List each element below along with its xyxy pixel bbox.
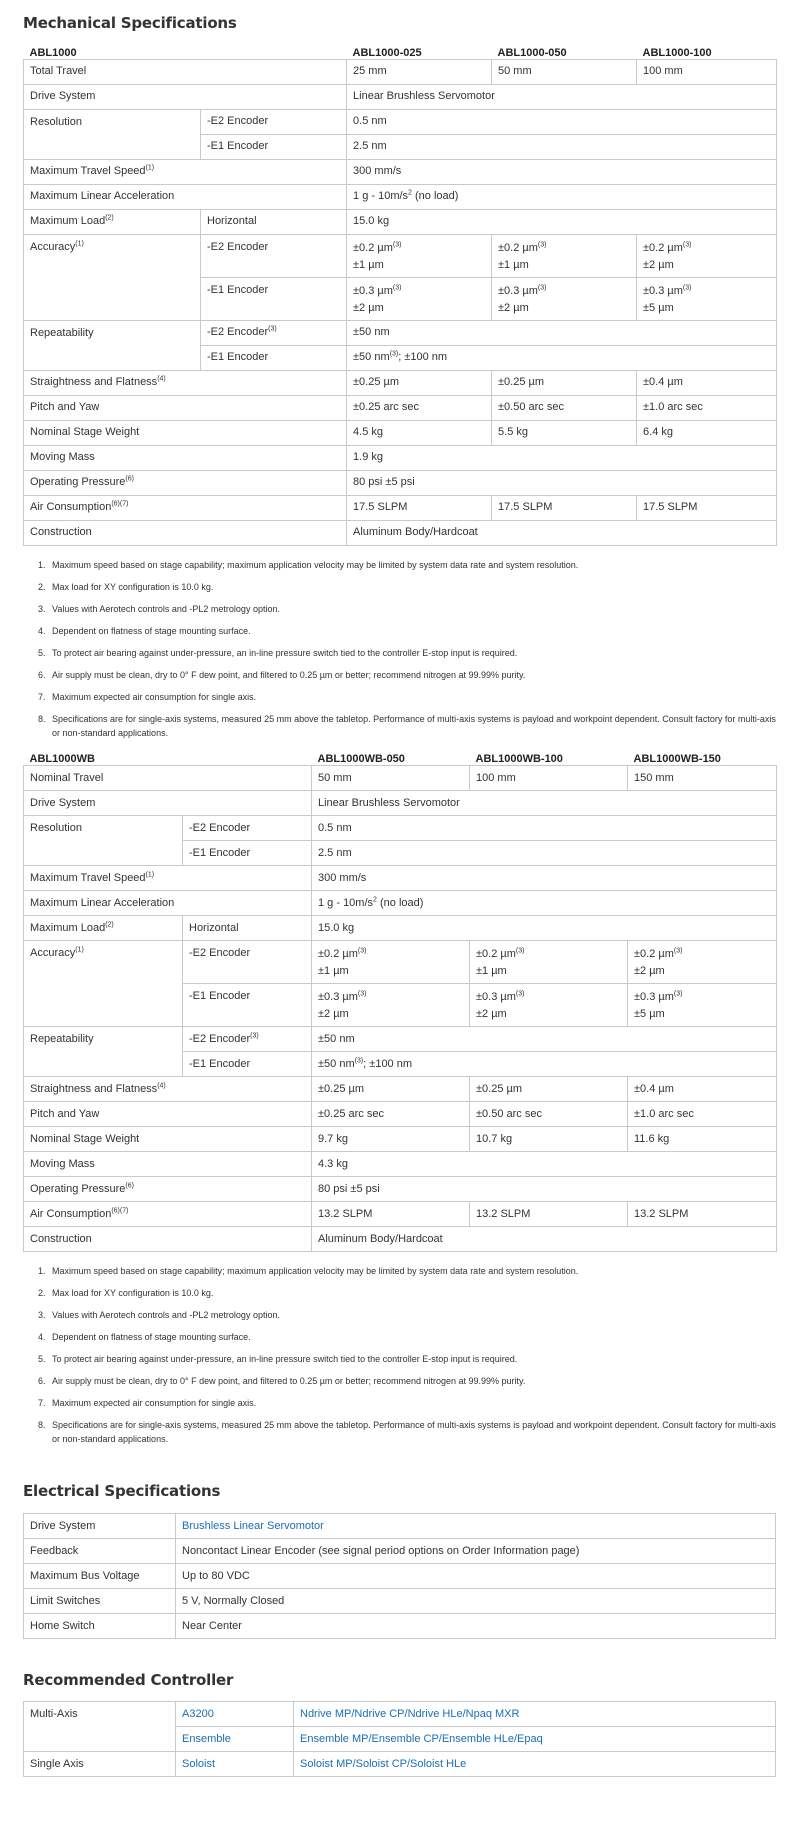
cell-value <box>176 1752 294 1777</box>
column-header-050: ABL1000WB-050 <box>317 753 405 765</box>
footnote-4: 4. Dependent on flatness of stage mounting surface. <box>48 1330 776 1344</box>
brushless-linear-servomotor-link[interactable]: Brushless Linear Servomotor <box>182 1519 324 1532</box>
row-label-max-travel-speed: Maximum Travel Speed$^{(1)}$ <box>24 159 347 184</box>
table-row <box>24 59 777 84</box>
footnote-8: 8. Specifications are for single-axis systems, measured 25 mm above the tabletop. Performance of multi-axis systems is payload and workpoint dependent. Consult factory for multi-axis or non-standard applications. <box>48 1418 776 1446</box>
cell-value: 25 mm <box>347 59 492 84</box>
row-label-max-bus-voltage: Maximum Bus Voltage <box>24 1564 176 1589</box>
cell-value <box>176 1514 776 1539</box>
row-label-max-travel-speed: Maximum Travel Speed$^{(1)}$ <box>24 866 312 891</box>
cell-value: 1 g - $10m/s^2$ (no load) <box>312 891 777 916</box>
cell-value: 2.5 nm <box>347 134 777 159</box>
sub-label-e2: -E2 Encoder$^{(3)}$ <box>183 1027 312 1052</box>
cell-value: 9.7 kg <box>312 1127 470 1152</box>
section-title-electrical: Electrical Specifications <box>23 1482 221 1500</box>
cell-value <box>294 1702 776 1727</box>
row-label-stage-weight: Nominal Stage Weight <box>24 1127 312 1152</box>
cell-value: 1.9 kg <box>347 445 777 470</box>
column-header-100: ABL1000-100 <box>642 46 712 59</box>
cell-value: Linear Brushless Servomotor <box>312 791 777 816</box>
soloist-drives-link[interactable]: Soloist MP/Soloist CP/Soloist HLe <box>300 1757 467 1770</box>
table-row <box>24 420 777 445</box>
cell-value: 300 mm/s <box>312 866 777 891</box>
mechanical-specifications-section <box>23 0 776 740</box>
cell-value: ±0.50 arc sec <box>492 395 637 420</box>
cell-value: 10.7 kg <box>470 1127 628 1152</box>
table-row <box>24 84 777 109</box>
cell-value: ±0.2 µm$^{(3)}$ ±2 µm <box>628 941 777 984</box>
cell-value: 13.2 SLPM <box>470 1202 628 1227</box>
electrical-specifications-section <box>23 1482 776 1639</box>
table-row <box>24 395 777 420</box>
cell-value: 15.0 kg <box>312 916 777 941</box>
sub-label-horizontal: Horizontal <box>201 209 347 234</box>
sub-label-horizontal: Horizontal <box>183 916 312 941</box>
table-row <box>24 1227 777 1252</box>
table-row <box>24 1152 777 1177</box>
cell-value: Aluminum Body/Hardcoat <box>312 1227 777 1252</box>
cell-value: ±0.3 µm$^{(3)}$ ±5 µm <box>628 984 777 1027</box>
row-label-pitch-yaw: Pitch and Yaw <box>24 395 347 420</box>
cell-value: 100 mm <box>637 59 777 84</box>
section-title-controller: Recommended Controller <box>23 1671 234 1689</box>
column-header-050: ABL1000-050 <box>497 46 567 59</box>
row-label-resolution: Resolution <box>24 816 183 866</box>
cell-value <box>294 1727 776 1752</box>
cell-value: 50 mm <box>312 766 470 791</box>
row-label-drive-system: Drive System <box>24 84 347 109</box>
footnote-3: 3. Values with Aerotech controls and -PL2 metrology option. <box>48 1308 776 1322</box>
cell-value: 15.0 kg <box>347 209 777 234</box>
cell-value <box>294 1752 776 1777</box>
table-row <box>24 495 777 520</box>
table-row <box>24 1102 777 1127</box>
row-label-stage-weight: Nominal Stage Weight <box>24 420 347 445</box>
cell-value: 6.4 kg <box>637 420 777 445</box>
row-label-limit-switches: Limit Switches <box>24 1589 176 1614</box>
row-label-repeatability: Repeatability <box>24 1027 183 1077</box>
cell-value <box>176 1702 294 1727</box>
row-label-straightness: Straightness and Flatness$^{(4)}$ <box>24 1077 312 1102</box>
table-row <box>24 109 777 134</box>
row-label-operating-pressure: Operating Pressure$^{(6)}$ <box>24 470 347 495</box>
table-row <box>24 1514 776 1539</box>
cell-value: 0.5 nm <box>312 816 777 841</box>
cell-value: ±0.3 µm$^{(3)}$ ±2 µm <box>492 277 637 320</box>
row-label-air-consumption: Air Consumption$^{(6)(7)}$ <box>24 1202 312 1227</box>
row-label-feedback: Feedback <box>24 1539 176 1564</box>
table-row <box>24 941 777 984</box>
cell-value: 5 V, Normally Closed <box>176 1589 776 1614</box>
cell-value: ±0.25 arc sec <box>347 395 492 420</box>
table-row <box>24 1539 776 1564</box>
cell-value: 1 g - $10m/s^2$ (no load) <box>347 184 777 209</box>
cell-value: ±0.2 µm$^{(3)}$ ±1 µm <box>470 941 628 984</box>
table-row <box>24 1702 776 1727</box>
row-label-resolution: Resolution <box>24 109 201 159</box>
cell-value: ±0.25 µm <box>492 370 637 395</box>
row-label-moving-mass: Moving Mass <box>24 445 347 470</box>
footnote-5: 5. To protect air bearing against under-pressure, an in-line pressure switch tied to the controller E-stop input is required. <box>48 646 776 660</box>
cell-value: Linear Brushless Servomotor <box>347 84 777 109</box>
row-label-max-linear-acceleration: Maximum Linear Acceleration <box>24 184 347 209</box>
cell-value: 13.2 SLPM <box>312 1202 470 1227</box>
cell-value: ±0.3 µm$^{(3)}$ ±5 µm <box>637 277 777 320</box>
cell-value: 2.5 nm <box>312 841 777 866</box>
electrical-spec-table <box>23 1513 776 1639</box>
sub-label-e2: -E2 Encoder <box>201 109 347 134</box>
row-label-home-switch: Home Switch <box>24 1614 176 1639</box>
row-label-air-consumption: Air Consumption$^{(6)(7)}$ <box>24 495 347 520</box>
sub-label-e1: -E1 Encoder <box>201 134 347 159</box>
cell-value: 4.3 kg <box>312 1152 777 1177</box>
row-label-moving-mass: Moving Mass <box>24 1152 312 1177</box>
table-row <box>24 1202 777 1227</box>
model-header: ABL1000WB <box>29 753 95 765</box>
row-label-max-load: Maximum Load$^{(2)}$ <box>24 916 183 941</box>
column-header-100: ABL1000WB-100 <box>475 753 563 765</box>
footnote-3: 3. Values with Aerotech controls and -PL2 metrology option. <box>48 602 776 616</box>
footnote-1: 1. Maximum speed based on stage capability; maximum application velocity may be limited by system data rate and system resolution. <box>48 558 776 572</box>
footnotes-list <box>23 558 776 740</box>
table-header-row <box>24 748 777 766</box>
table-row <box>24 1027 777 1052</box>
cell-value: 5.5 kg <box>492 420 637 445</box>
footnote-8: 8. Specifications are for single-axis systems, measured 25 mm above the tabletop. Performance of multi-axis systems is payload and workpoint dependent. Consult factory for multi-axis or non-standard applications. <box>48 712 776 740</box>
table-row <box>24 234 777 277</box>
ndrive-link[interactable]: Ndrive MP/Ndrive CP/Ndrive HLe/Npaq MXR <box>300 1707 520 1720</box>
footnote-7: 7. Maximum expected air consumption for single axis. <box>48 1396 776 1410</box>
ensemble-drives-link[interactable]: Ensemble MP/Ensemble CP/Ensemble HLe/Epaq <box>300 1732 543 1745</box>
abl1000wb-section <box>23 748 776 1447</box>
cell-value: ±50 nm <box>347 320 777 345</box>
row-label-pitch-yaw: Pitch and Yaw <box>24 1102 312 1127</box>
table-row <box>24 370 777 395</box>
table-row <box>24 1589 776 1614</box>
model-header: ABL1000 <box>29 46 77 59</box>
table-row <box>24 1127 777 1152</box>
section-title-mechanical: Mechanical Specifications <box>23 14 237 32</box>
cell-value: 0.5 nm <box>347 109 777 134</box>
table-row <box>24 320 777 345</box>
row-label-straightness: Straightness and Flatness$^{(4)}$ <box>24 370 347 395</box>
row-label-nominal-travel: Nominal Travel <box>24 766 312 791</box>
cell-value: ±0.2 µm$^{(3)}$ ±1 µm <box>347 234 492 277</box>
cell-value <box>176 1727 294 1752</box>
cell-value: Near Center <box>176 1614 776 1639</box>
table-row <box>24 1564 776 1589</box>
row-label-drive-system: Drive System <box>24 791 312 816</box>
cell-value: ±1.0 arc sec <box>637 395 777 420</box>
table-row <box>24 470 777 495</box>
table-row <box>24 445 777 470</box>
row-label-accuracy: Accuracy$^{(1)}$ <box>24 941 183 1027</box>
cell-value: ±0.50 arc sec <box>470 1102 628 1127</box>
row-label-operating-pressure: Operating Pressure$^{(6)}$ <box>24 1177 312 1202</box>
cell-value: Up to 80 VDC <box>176 1564 776 1589</box>
footnote-2: 2. Max load for XY configuration is 10.0 kg. <box>48 1286 776 1300</box>
cell-value: ±0.25 µm <box>347 370 492 395</box>
row-label-max-linear-acceleration: Maximum Linear Acceleration <box>24 891 312 916</box>
footnote-6: 6. Air supply must be clean, dry to 0° F dew point, and filtered to 0.25 µm or better; recommend nitrogen at 99.99% purity. <box>48 1374 776 1388</box>
table-row <box>24 184 777 209</box>
row-label-drive-system: Drive System <box>24 1514 176 1539</box>
cell-value: ±0.4 µm <box>637 370 777 395</box>
cell-value: Aluminum Body/Hardcoat <box>347 520 777 545</box>
cell-value: ±50 $nm^{(3)}$; ±100 nm <box>312 1052 777 1077</box>
table-row <box>24 520 777 545</box>
row-label-total-travel: Total Travel <box>24 59 347 84</box>
cell-value: ±50 $nm^{(3)}$; ±100 nm <box>347 345 777 370</box>
sub-label-e1: -E1 Encoder <box>183 984 312 1027</box>
sub-label-e2: -E2 Encoder$^{(3)}$ <box>201 320 347 345</box>
cell-value: Noncontact Linear Encoder (see signal period options on Order Information page) <box>176 1539 776 1564</box>
table-row <box>24 1077 777 1102</box>
table-row <box>24 866 777 891</box>
cell-value: ±0.2 µm$^{(3)}$ ±1 µm <box>492 234 637 277</box>
footnote-1: 1. Maximum speed based on stage capability; maximum application velocity may be limited by system data rate and system resolution. <box>48 1264 776 1278</box>
soloist-link[interactable]: Soloist <box>182 1757 216 1770</box>
cell-value: ±0.2 µm$^{(3)}$ ±2 µm <box>637 234 777 277</box>
table-row <box>24 891 777 916</box>
abl1000-spec-table <box>23 41 777 546</box>
controller-table <box>23 1701 776 1777</box>
table-row <box>24 1752 776 1777</box>
row-label-multi-axis: Multi-Axis <box>24 1702 176 1752</box>
recommended-controller-section <box>23 1671 776 1777</box>
sub-label-e1: -E1 Encoder <box>201 277 347 320</box>
sub-label-e2: -E2 Encoder <box>201 234 347 277</box>
footnotes-list <box>23 1264 776 1446</box>
cell-value: 300 mm/s <box>347 159 777 184</box>
abl1000wb-spec-table <box>23 748 777 1253</box>
footnote-7: 7. Maximum expected air consumption for single axis. <box>48 690 776 704</box>
cell-value: 11.6 kg <box>628 1127 777 1152</box>
cell-value: 150 mm <box>628 766 777 791</box>
row-label-accuracy: Accuracy$^{(1)}$ <box>24 234 201 320</box>
footnote-5: 5. To protect air bearing against under-pressure, an in-line pressure switch tied to the controller E-stop input is required. <box>48 1352 776 1366</box>
cell-value: ±0.4 µm <box>628 1077 777 1102</box>
table-row <box>24 816 777 841</box>
sub-label-e2: -E2 Encoder <box>183 941 312 984</box>
table-row <box>24 766 777 791</box>
row-label-repeatability: Repeatability <box>24 320 201 370</box>
table-row <box>24 209 777 234</box>
cell-value: 17.5 SLPM <box>347 495 492 520</box>
sub-label-e2: -E2 Encoder <box>183 816 312 841</box>
cell-value: 80 psi ±5 psi <box>312 1177 777 1202</box>
column-header-025: ABL1000-025 <box>352 46 422 59</box>
cell-value: 17.5 SLPM <box>637 495 777 520</box>
cell-value: ±0.25 µm <box>312 1077 470 1102</box>
table-row <box>24 1177 777 1202</box>
cell-value: 17.5 SLPM <box>492 495 637 520</box>
footnote-4: 4. Dependent on flatness of stage mounting surface. <box>48 624 776 638</box>
row-label-construction: Construction <box>24 1227 312 1252</box>
row-label-single-axis: Single Axis <box>24 1752 176 1777</box>
cell-value: ±50 nm <box>312 1027 777 1052</box>
cell-value: ±0.25 µm <box>470 1077 628 1102</box>
cell-value: 80 psi ±5 psi <box>347 470 777 495</box>
column-header-150: ABL1000WB-150 <box>633 753 721 765</box>
cell-value: 4.5 kg <box>347 420 492 445</box>
ensemble-link[interactable]: Ensemble <box>182 1732 231 1745</box>
footnote-6: 6. Air supply must be clean, dry to 0° F dew point, and filtered to 0.25 µm or better; recommend nitrogen at 99.99% purity. <box>48 668 776 682</box>
sub-label-e1: -E1 Encoder <box>183 1052 312 1077</box>
cell-value: ±0.3 µm$^{(3)}$ ±2 µm <box>312 984 470 1027</box>
table-row <box>24 791 777 816</box>
table-row <box>24 159 777 184</box>
row-label-construction: Construction <box>24 520 347 545</box>
cell-value: 100 mm <box>470 766 628 791</box>
cell-value: ±1.0 arc sec <box>628 1102 777 1127</box>
footnote-2: 2. Max load for XY configuration is 10.0 kg. <box>48 580 776 594</box>
cell-value: 13.2 SLPM <box>628 1202 777 1227</box>
cell-value: ±0.2 µm$^{(3)}$ ±1 µm <box>312 941 470 984</box>
row-label-max-load: Maximum Load$^{(2)}$ <box>24 209 201 234</box>
cell-value: ±0.3 µm$^{(3)}$ ±2 µm <box>470 984 628 1027</box>
sub-label-e1: -E1 Encoder <box>183 841 312 866</box>
table-header-row <box>24 41 777 59</box>
a3200-link[interactable]: A3200 <box>182 1707 214 1720</box>
cell-value: 50 mm <box>492 59 637 84</box>
table-row <box>24 916 777 941</box>
cell-value: ±0.25 arc sec <box>312 1102 470 1127</box>
sub-label-e1: -E1 Encoder <box>201 345 347 370</box>
table-row <box>24 1614 776 1639</box>
cell-value: ±0.3 µm$^{(3)}$ ±2 µm <box>347 277 492 320</box>
